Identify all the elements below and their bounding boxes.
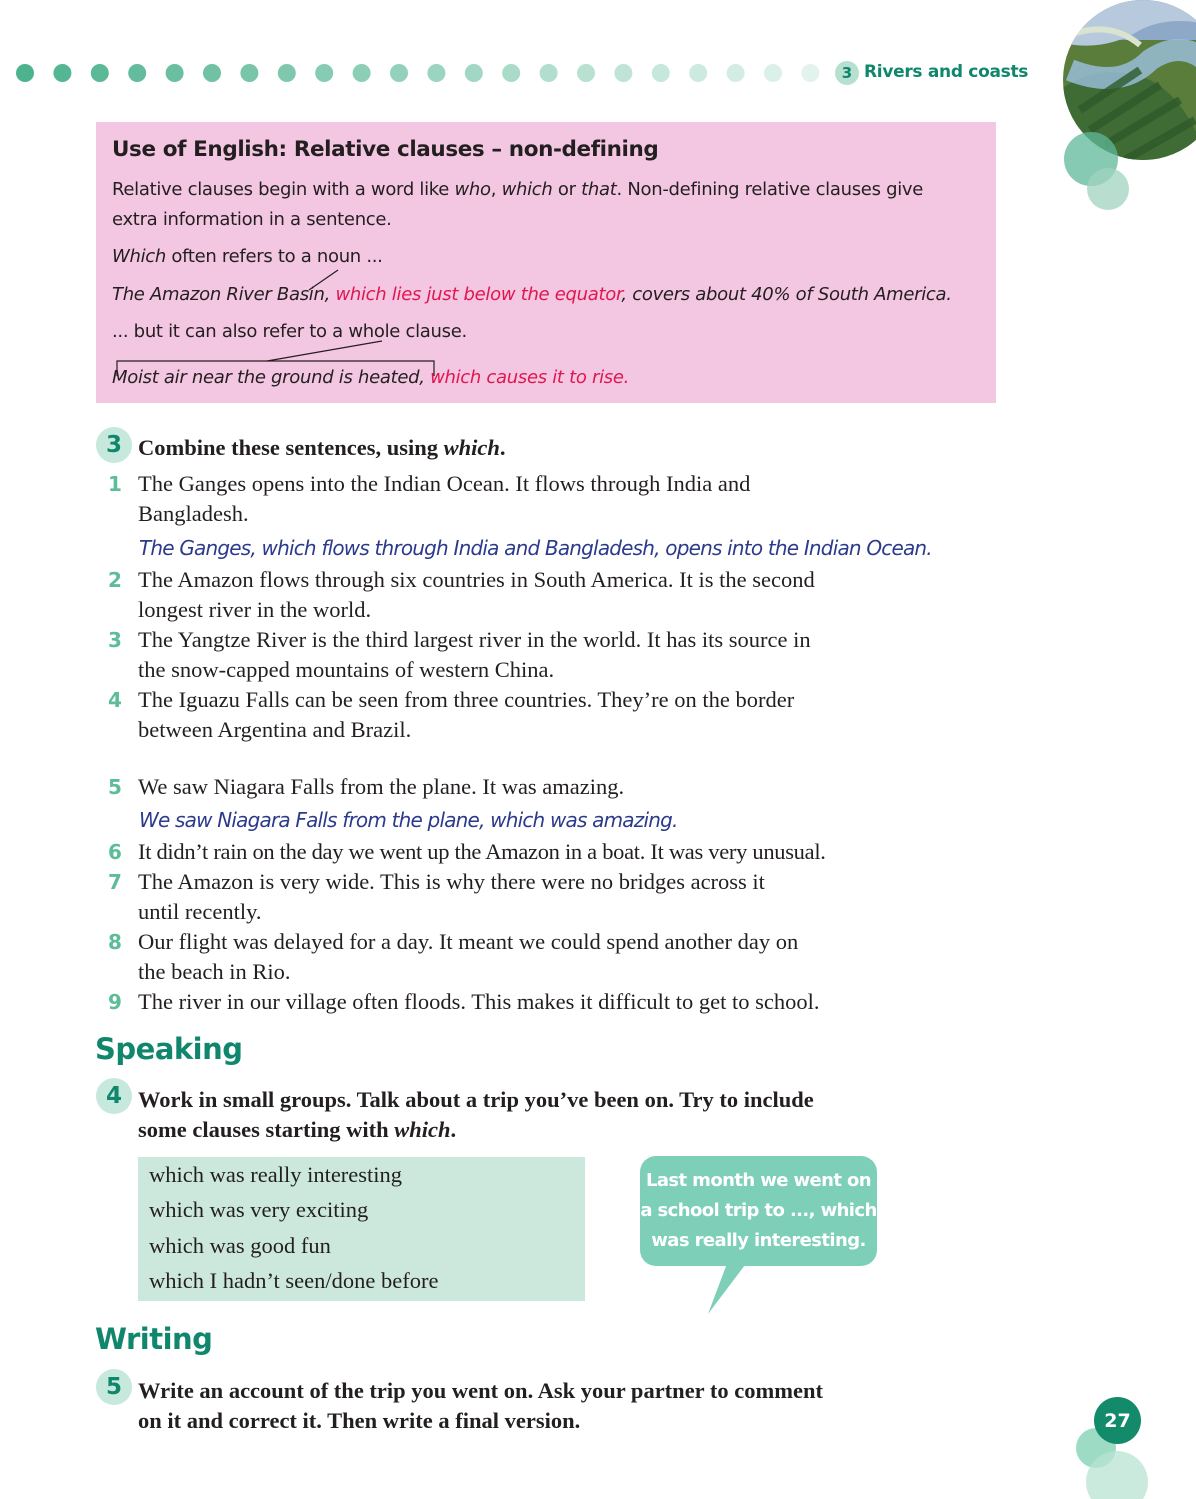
phrase-item: which was good fun	[149, 1233, 331, 1258]
example-answer-5: We saw Niagara Falls from the plane, which was amazing.	[139, 808, 678, 832]
page-number: 27	[1094, 1397, 1141, 1444]
example-sentence-1: The Amazon River Basin, which lies just below the equator, covers about 40% of South America.	[112, 284, 952, 305]
exercise-item-8: Our flight was delayed for a day. It meant we could spend another day on the beach in Rio.	[138, 929, 799, 984]
header-dot	[652, 64, 670, 82]
exercise-number-badge: 5	[96, 1369, 132, 1405]
speaking-heading: Speaking	[95, 1032, 243, 1066]
header-dot	[240, 64, 258, 82]
exercise-5-instruction: Write an account of the trip you went on. Ask your partner to comment on it and correct it. Then write a final version.	[138, 1378, 823, 1433]
item-number: 9	[108, 990, 122, 1014]
exercise-item-1: The Ganges opens into the Indian Ocean. It flows through India and Bangladesh.	[138, 471, 751, 526]
exercise-number-badge: 4	[96, 1078, 132, 1114]
exercise-item-7: The Amazon is very wide. This is why there were no bridges across it until recently.	[138, 869, 765, 924]
whole-clause-line: ... but it can also refer to a whole clause.	[112, 321, 467, 342]
exercise-4-instruction: Work in small groups. Talk about a trip you’ve been on. Try to include some clauses starting with which.	[138, 1087, 814, 1142]
header-dot	[427, 64, 445, 82]
header-dot	[203, 64, 221, 82]
which-noun-line: Which often refers to a noun ...	[112, 246, 383, 267]
chapter-title: Rivers and coasts	[864, 62, 1029, 82]
header-dot	[315, 64, 333, 82]
header-dot	[16, 64, 34, 82]
exercise-item-3: The Yangtze River is the third largest river in the world. It has its source in the snow-capped mountains of western China.	[138, 627, 811, 682]
exercise-item-6: It didn’t rain on the day we went up the Amazon in a boat. It was very unusual.	[138, 839, 826, 864]
speech-bubble-text: Last month we went on a school trip to ..., which was really interesting.	[640, 1170, 877, 1251]
phrase-item: which was really interesting	[149, 1162, 403, 1187]
item-number: 7	[108, 870, 122, 894]
earth-globe-image	[1030, 0, 1196, 215]
example-answer-1: The Ganges, which flows through India and Bangladesh, opens into the Indian Ocean.	[139, 536, 932, 560]
exercise-item-4: The Iguazu Falls can be seen from three countries. They’re on the border between Argentina and Brazil.	[138, 687, 795, 742]
header-dot	[502, 64, 520, 82]
chapter-number-badge: 3	[835, 61, 859, 85]
header-dot	[801, 64, 819, 82]
exercise-item-9: The river in our village often floods. This makes it difficult to get to school.	[138, 989, 820, 1014]
item-number: 2	[108, 568, 122, 592]
header-dot	[166, 64, 184, 82]
header-dot	[278, 64, 296, 82]
speech-bubble	[640, 1156, 877, 1266]
phrase-item: which was very exciting	[149, 1197, 369, 1222]
header-dot	[91, 64, 109, 82]
header-dot	[764, 64, 782, 82]
header-dot	[727, 64, 745, 82]
header-dot	[577, 64, 595, 82]
item-number: 5	[108, 775, 122, 799]
reference-pointer-lines	[96, 122, 996, 403]
grammar-intro-line2: extra information in a sentence.	[112, 209, 392, 230]
grammar-box	[96, 122, 996, 403]
header-dot	[465, 64, 483, 82]
grammar-box-title: Use of English: Relative clauses – non-defining	[112, 137, 659, 162]
writing-heading: Writing	[95, 1322, 213, 1356]
item-number: 1	[108, 472, 122, 496]
header-dot-row	[15, 63, 825, 83]
header-dot	[353, 64, 371, 82]
item-number: 6	[108, 840, 122, 864]
item-number: 8	[108, 930, 122, 954]
header-dot	[53, 64, 71, 82]
header-dot	[614, 64, 632, 82]
exercise-item-2: The Amazon flows through six countries in South America. It is the second longest river in the world.	[138, 567, 815, 622]
grammar-intro-line1: Relative clauses begin with a word like who, which or that. Non-defining relative clauses give	[112, 179, 924, 200]
exercise-3-instruction: Combine these sentences, using which.	[138, 435, 506, 460]
exercise-number-badge: 3	[96, 427, 132, 463]
exercise-item-5: We saw Niagara Falls from the plane. It was amazing.	[138, 774, 625, 799]
header-dot	[689, 64, 707, 82]
item-number: 4	[108, 688, 122, 712]
header-dot	[128, 64, 146, 82]
item-number: 3	[108, 628, 122, 652]
header-dot	[540, 64, 558, 82]
example-sentence-2: Moist air near the ground is heated, which causes it to rise.	[112, 367, 630, 388]
phrase-box	[138, 1157, 585, 1301]
phrase-item: which I hadn’t seen/done before	[149, 1268, 439, 1293]
header-dot	[390, 64, 408, 82]
